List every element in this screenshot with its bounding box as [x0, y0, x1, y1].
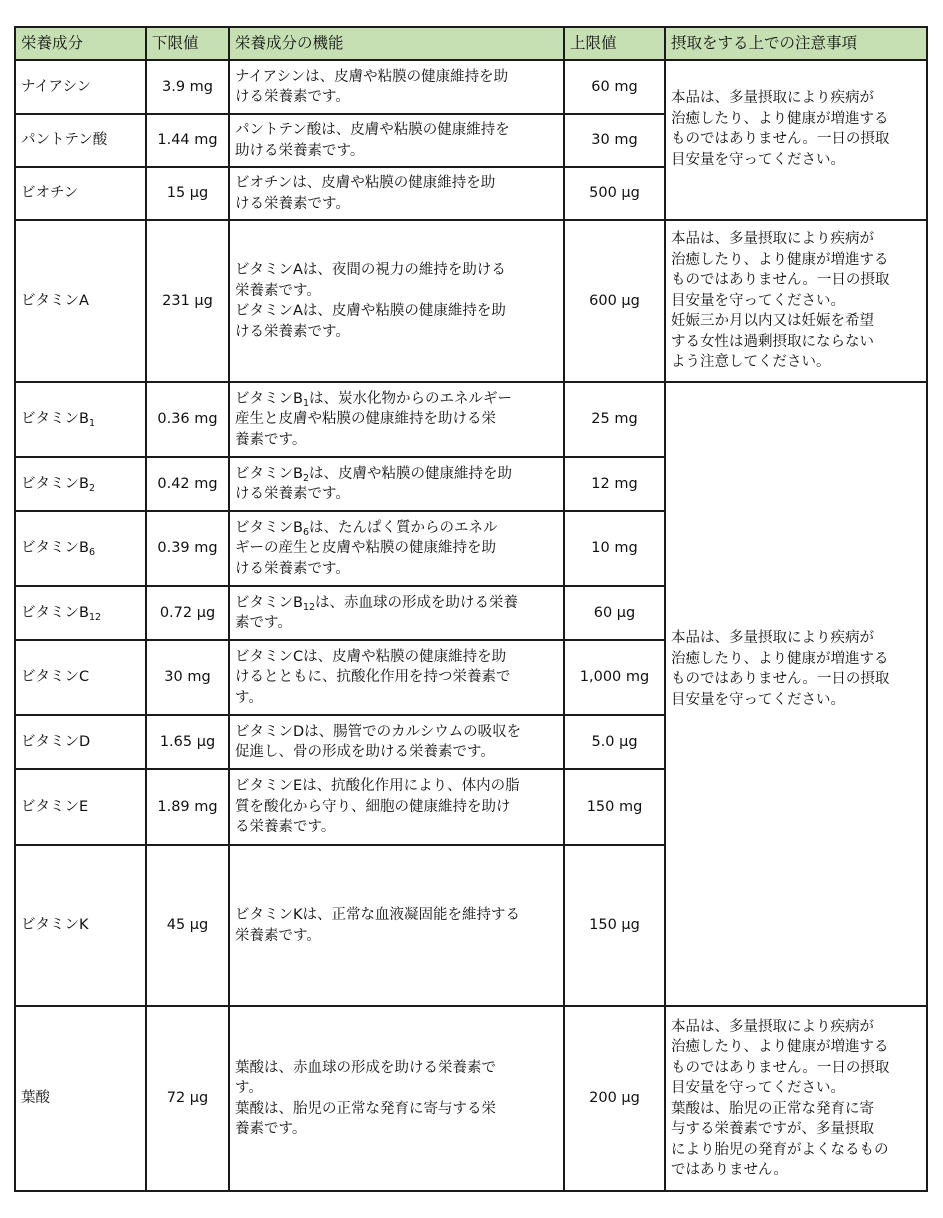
- description-line: [235, 559, 558, 580]
- nutrient-name-text: 葉酸: [21, 1090, 50, 1107]
- header-precautions: 摂取をする上での注意事項: [665, 27, 927, 60]
- function-description: [229, 1006, 564, 1191]
- description-line: [235, 389, 558, 410]
- precaution-line: する女性は過剰摂取にならない: [671, 333, 874, 350]
- function-description: [229, 715, 564, 769]
- nutrient-name-text: ビタミンB: [21, 604, 89, 621]
- function-description: [229, 220, 564, 382]
- precaution-line: 本品は、多量摂取により疾病が: [671, 231, 874, 248]
- precaution-line: ものではありません。一日の摂取: [671, 671, 890, 687]
- nutrient-name-text: ビタミンD: [21, 733, 91, 750]
- description-line: [235, 409, 558, 430]
- upper-limit-value: 500 μg: [564, 167, 665, 220]
- precaution-note: [665, 382, 927, 1006]
- header-function: 栄養成分の機能: [229, 27, 564, 60]
- precaution-line: ものではありません。一日の摂取: [671, 131, 890, 147]
- description-line: [235, 484, 558, 505]
- description-text: す。: [235, 1080, 263, 1096]
- precaution-note: [665, 220, 927, 382]
- description-text: ける栄養素です。: [235, 89, 350, 105]
- upper-limit-value: 30 mg: [564, 114, 665, 167]
- table-row: [15, 382, 927, 457]
- description-text: ける栄養素です。: [235, 195, 350, 212]
- description-text: 養素です。: [235, 431, 307, 448]
- description-text: 産生と皮膚や粘膜の健康維持を助ける栄: [235, 411, 496, 428]
- nutrient-name: [15, 845, 146, 1006]
- description-text: ビタミンCは、皮膚や粘膜の健康維持を助: [235, 648, 507, 665]
- precaution-line: により胎児の発育がよくなるもの: [671, 1141, 889, 1158]
- description-line: [235, 797, 558, 818]
- nutrient-name: [15, 1006, 146, 1191]
- description-text: は、炭水化物からのエネルギー: [309, 390, 512, 407]
- description-subscript: 12: [302, 601, 316, 613]
- description-text: 助ける栄養素です。: [235, 142, 365, 159]
- nutrient-table: [14, 26, 928, 1192]
- description-line: [235, 1099, 558, 1120]
- precaution-line: 治癒したり、より健康が増進する: [671, 110, 889, 127]
- description-text: ビタミンEは、抗酸化作用により、体内の脂: [235, 778, 520, 795]
- description-subscript: 6: [302, 526, 309, 538]
- nutrient-name-text: ビタミンC: [21, 669, 90, 686]
- description-line: [235, 647, 558, 668]
- upper-limit-value: 150 mg: [564, 769, 665, 845]
- upper-limit-value: 600 μg: [564, 220, 665, 382]
- description-line: [235, 194, 558, 215]
- description-line: [235, 301, 558, 322]
- description-line: [235, 742, 558, 763]
- description-line: [235, 926, 558, 947]
- description-text: ビタミンAは、皮膚や粘膜の健康維持を助: [235, 303, 506, 319]
- upper-limit-value: 150 μg: [564, 845, 665, 1006]
- nutrient-name-text: ビタミンA: [21, 292, 89, 309]
- lower-limit-value: 1.44 mg: [146, 114, 229, 167]
- description-text: 素です。: [235, 615, 292, 631]
- table-row: [15, 220, 927, 382]
- lower-limit-value: 231 μg: [146, 220, 229, 382]
- upper-limit-value: 60 mg: [564, 60, 665, 114]
- description-line: [235, 430, 558, 451]
- function-description: [229, 586, 564, 640]
- description-subscript: 2: [302, 472, 309, 484]
- precaution-line: ものではありません。一日の摂取: [671, 1059, 890, 1076]
- description-text: は、たんぱく質からのエネル: [309, 519, 498, 536]
- precaution-note: [665, 1006, 927, 1191]
- description-line: [235, 593, 558, 614]
- upper-limit-value: 200 μg: [564, 1006, 665, 1191]
- precaution-line: 目安量を守ってください。: [671, 292, 845, 309]
- precaution-line: 妊娠三か月以内又は妊娠を希望: [671, 313, 874, 330]
- nutrient-name: [15, 114, 146, 167]
- function-description: [229, 769, 564, 845]
- precaution-line: 治癒したり、より健康が増進する: [671, 1039, 889, 1055]
- lower-limit-value: 15 μg: [146, 167, 229, 220]
- description-text: ビタミンB: [235, 519, 303, 536]
- description-line: [235, 281, 558, 302]
- upper-limit-value: 12 mg: [564, 457, 665, 511]
- lower-limit-value: 1.65 μg: [146, 715, 229, 769]
- lower-limit-value: 30 mg: [146, 640, 229, 715]
- description-text: ける栄養素です。: [235, 560, 350, 577]
- nutrient-name: [15, 382, 146, 457]
- precaution-line: 目安量を守ってください。: [671, 1080, 845, 1096]
- nutrient-name-text: ビタミンB: [21, 411, 89, 428]
- header-nutrient: 栄養成分: [15, 27, 146, 60]
- lower-limit-value: 0.39 mg: [146, 511, 229, 586]
- description-text: る栄養素です。: [235, 819, 336, 836]
- precaution-line: 葉酸は、胎児の正常な発育に寄: [671, 1100, 874, 1117]
- description-text: ビタミンAは、夜間の視力の維持を助ける: [235, 262, 506, 278]
- description-text: 養素です。: [235, 1121, 307, 1137]
- lower-limit-value: 1.89 mg: [146, 769, 229, 845]
- description-line: [235, 322, 558, 343]
- precaution-line: 本品は、多量摂取により疾病が: [671, 630, 874, 646]
- upper-limit-value: 60 μg: [564, 586, 665, 640]
- function-description: [229, 640, 564, 715]
- description-line: [235, 464, 558, 485]
- nutrient-name-text: ナイアシン: [21, 78, 92, 95]
- function-description: [229, 382, 564, 457]
- description-text: は、皮膚や粘膜の健康維持を助: [309, 465, 512, 482]
- description-text: ける栄養素です。: [235, 486, 350, 502]
- nutrient-name-text: ビタミンB: [21, 475, 89, 492]
- nutrient-name-text: ビタミンK: [21, 917, 89, 934]
- precaution-line: ではありません。: [671, 1162, 788, 1178]
- precaution-line: 目安量を守ってください。: [671, 151, 845, 168]
- precaution-note: [665, 60, 927, 220]
- table-row: [15, 1006, 927, 1191]
- description-text: 葉酸は、胎児の正常な発育に寄与する栄: [235, 1100, 496, 1117]
- description-line: [235, 260, 558, 281]
- description-text: ける栄養素です。: [235, 323, 350, 340]
- nutrient-name: [15, 769, 146, 845]
- nutrient-name: [15, 167, 146, 220]
- description-text: けるとともに、抗酸化作用を持つ栄養素で: [235, 669, 511, 686]
- description-line: [235, 141, 558, 162]
- precaution-line: よう注意してください。: [671, 354, 831, 371]
- nutrient-subscript: 1: [88, 418, 95, 430]
- function-description: [229, 60, 564, 114]
- description-text: ビタミンB: [235, 390, 303, 407]
- precaution-line: 本品は、多量摂取により疾病が: [671, 1018, 874, 1035]
- description-line: [235, 173, 558, 194]
- description-line: [235, 905, 558, 926]
- nutrient-subscript: 6: [88, 547, 95, 559]
- lower-limit-value: 0.72 μg: [146, 586, 229, 640]
- header-upper-limit: 上限値: [564, 27, 665, 60]
- description-line: [235, 688, 558, 709]
- description-text: ビタミンB: [235, 594, 303, 611]
- header-lower-limit: 下限値: [146, 27, 229, 60]
- upper-limit-value: 5.0 μg: [564, 715, 665, 769]
- description-line: [235, 1119, 558, 1140]
- description-line: [235, 538, 558, 559]
- precaution-line: 与する栄養素ですが、多量摂取: [671, 1121, 874, 1137]
- nutrient-name: [15, 715, 146, 769]
- nutrient-subscript: 2: [88, 482, 95, 494]
- lower-limit-value: 0.36 mg: [146, 382, 229, 457]
- description-text: 栄養素です。: [235, 282, 321, 299]
- description-line: [235, 667, 558, 688]
- nutrient-name-text: ビタミンE: [21, 798, 89, 815]
- function-description: [229, 511, 564, 586]
- nutrient-name-text: ビタミンB: [21, 540, 89, 557]
- nutrient-name: [15, 640, 146, 715]
- function-description: [229, 114, 564, 167]
- description-line: [235, 67, 558, 88]
- description-text: 葉酸は、赤血球の形成を助ける栄養素で: [235, 1059, 496, 1076]
- lower-limit-value: 0.42 mg: [146, 457, 229, 511]
- description-line: [235, 87, 558, 108]
- function-description: [229, 167, 564, 220]
- precaution-line: ものではありません。一日の摂取: [671, 272, 890, 289]
- description-text: パントテン酸は、皮膚や粘膜の健康維持を: [235, 122, 510, 138]
- description-text: ビタミンDは、腸管でのカルシウムの吸収を: [235, 723, 522, 740]
- precaution-line: 治癒したり、より健康が増進する: [671, 650, 889, 667]
- nutrient-subscript: 12: [88, 611, 102, 623]
- description-line: [235, 1058, 558, 1079]
- description-text: 促進し、骨の形成を助ける栄養素です。: [235, 744, 495, 760]
- description-text: す。: [235, 689, 263, 706]
- description-text: は、赤血球の形成を助ける栄養: [315, 594, 519, 611]
- description-line: [235, 776, 558, 797]
- description-line: [235, 613, 558, 634]
- upper-limit-value: 25 mg: [564, 382, 665, 457]
- lower-limit-value: 45 μg: [146, 845, 229, 1006]
- nutrient-name: [15, 586, 146, 640]
- description-subscript: 1: [302, 397, 309, 409]
- precaution-line: 本品は、多量摂取により疾病が: [671, 90, 874, 106]
- description-text: 栄養素です。: [235, 927, 321, 944]
- precaution-line: 目安量を守ってください。: [671, 691, 845, 708]
- description-text: 質を酸化から守り、細胞の健康維持を助け: [235, 798, 511, 815]
- description-text: ビタミンB: [235, 465, 303, 482]
- precaution-line: 治癒したり、より健康が増進する: [671, 251, 889, 268]
- description-line: [235, 722, 558, 743]
- function-description: [229, 845, 564, 1006]
- nutrient-name: [15, 220, 146, 382]
- description-text: ビタミンKは、正常な血液凝固能を維持する: [235, 907, 521, 923]
- nutrient-name: [15, 457, 146, 511]
- nutrient-name-text: パントテン酸: [21, 132, 108, 149]
- description-text: ギーの産生と皮膚や粘膜の健康維持を助: [235, 540, 496, 557]
- upper-limit-value: 1,000 mg: [564, 640, 665, 715]
- description-line: [235, 1078, 558, 1099]
- description-line: [235, 120, 558, 141]
- lower-limit-value: 3.9 mg: [146, 60, 229, 114]
- description-line: [235, 817, 558, 838]
- nutrient-name: [15, 511, 146, 586]
- lower-limit-value: 72 μg: [146, 1006, 229, 1191]
- description-text: ナイアシンは、皮膚や粘膜の健康維持を助: [235, 68, 509, 85]
- upper-limit-value: 10 mg: [564, 511, 665, 586]
- header-row: [15, 27, 927, 60]
- table-row: [15, 60, 927, 114]
- nutrient-name: [15, 60, 146, 114]
- function-description: [229, 457, 564, 511]
- nutrient-name-text: ビオチン: [21, 185, 79, 202]
- description-line: [235, 518, 558, 539]
- description-text: ビオチンは、皮膚や粘膜の健康維持を助: [235, 175, 496, 191]
